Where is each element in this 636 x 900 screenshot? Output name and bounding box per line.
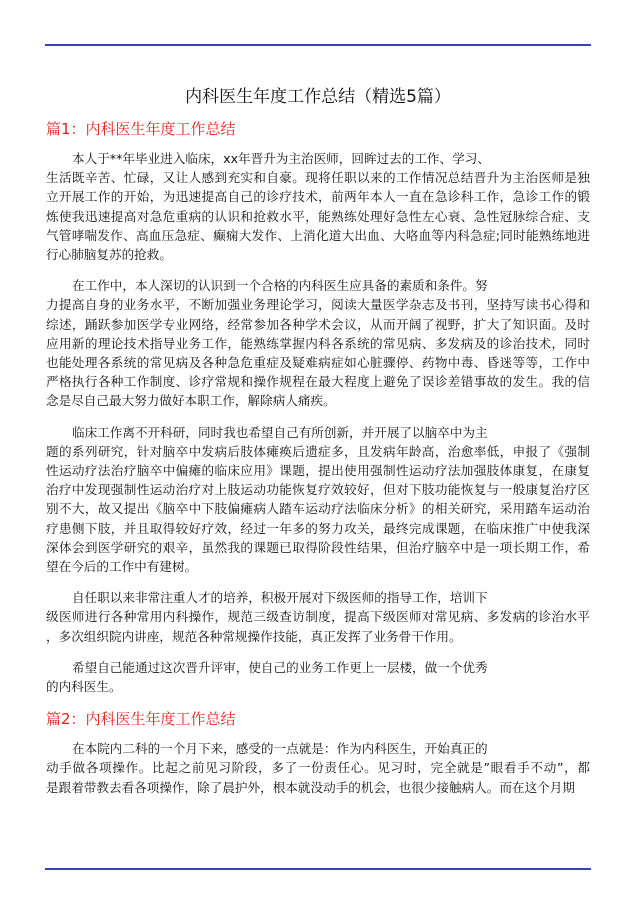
paragraph-line: 力提高自身的业务水平，不断加强业务理论学习，阅读大量医学杂志及书刊，坚持写读书心得和	[46, 297, 590, 313]
paragraph-line: 综述，踊跃参加医学专业网络，经常参加各种学术会议，从而开阔了视野，扩大了知识面。及时	[46, 316, 590, 332]
paragraph	[46, 149, 590, 264]
paragraph-line: 念是尽自己最大努力做好本职工作，解除病人痛疾。	[46, 393, 336, 409]
paragraph-line: 希望自己能通过这次晋升评审，使自己的业务工作更上一层楼，做一个优秀	[72, 659, 488, 675]
paragraph-line: 在本院内二科的一个月下来，感受的一点就是：作为内科医生，开始真正的	[72, 741, 488, 757]
paragraph-line: 也能处理各系统的常见病及各种急危重症及疑难病症如心脏骤停、药物中毒、昏迷等等，工作中	[46, 355, 590, 371]
paragraph-line: 本人于**年毕业进入临床，xx年晋升为主治医师，回眸过去的工作、学习、	[72, 151, 490, 166]
paragraph	[46, 658, 590, 696]
paragraph-line: 级医师进行各种常用内科操作，规范三级查访制度，提高下级医师对常见病、多发病的诊治水平	[46, 609, 590, 625]
paragraph-line: 治疗中发现强制性运动治疗对上肢运动功能恢复疗效较好，但对下肢功能恢复与一般康复治疗区	[46, 482, 590, 498]
paragraph-line: 应用新的理论技术指导业务工作，能熟练掌握内科各系统的常见病、多发病及的诊治技术，同时	[46, 335, 590, 351]
paragraph-line: 炼使我迅速提高对急危重病的认识和抢救水平，能熟练处理好急性左心衰、急性冠脉综合症、支	[46, 208, 590, 224]
section-heading: 篇1：内科医生年度工作总结	[46, 120, 236, 138]
footer-rule	[45, 868, 591, 870]
header-rule	[45, 44, 591, 46]
paragraph-line: 望在今后的工作中有建树。	[46, 559, 198, 575]
document-body	[46, 84, 590, 809]
paragraph-line: 气管哮喘发作、高血压急症、癫痫大发作、上消化道大出血、大咯血等内科急症;同时能熟练地进	[46, 227, 590, 243]
document-title: 内科医生年度工作总结（精选5篇）	[185, 87, 451, 107]
paragraph-line: 临床工作离不开科研，同时我也希望自己有所创新，并开展了以脑卒中为主	[72, 424, 488, 440]
paragraph-line: 别不大，故又提出《脑卒中下肢偏瘫病人踏车运动疗法临床分析》的相关研究，采用踏车运动治	[46, 501, 590, 517]
paragraph-line: 是跟着带教去看各项操作，除了晨护外，根本就没动手的机会，也很少接触病人。而在这个月期	[46, 779, 575, 795]
paragraph-line: 在工作中，本人深切的认识到一个合格的内科医生应具备的素质和条件。努	[72, 278, 488, 294]
paragraph	[46, 588, 590, 646]
paragraph-line: 立开展工作的开始，为迅速提高自己的诊疗技术，前两年本人一直在急诊科工作，急诊工作的锻	[46, 189, 590, 205]
paragraph	[46, 423, 590, 577]
paragraph	[46, 739, 590, 797]
paragraph-line: ，多次组织院内讲座，规范各种常规操作技能，真正发挥了业务骨干作用。	[46, 628, 462, 644]
paragraph	[46, 276, 590, 410]
paragraph-line: 深体会到医学研究的艰辛，虽然我的课题已取得阶段性结果，但治疗脑卒中是一项长期工作，希	[46, 539, 590, 555]
paragraph-line: 题的系列研究，针对脑卒中发病后肢体瘫痪后遗症多，且发病年龄高，治愈率低，申报了《强制	[46, 443, 590, 459]
paragraph-line: 的内科医生。	[46, 679, 122, 695]
section-heading: 篇2：内科医生年度工作总结	[46, 710, 236, 729]
paragraph-line: 疗患侧下肢，并且取得较好疗效，经过一年多的努力攻关，最终完成课题，在临床推广中使我深	[46, 520, 590, 536]
paragraph-line: 行心肺脑复苏的抢救。	[46, 247, 172, 263]
paragraph-line: 动手做各项操作。比起之前见习阶段，多了一份责任心。见习时，完全就是”眼看手不动”，都	[46, 760, 590, 776]
paragraph-line: 严格执行各种工作制度、诊疗常规和操作规程在最大程度上避免了误诊差错事故的发生。我的信	[46, 374, 590, 390]
paragraph-line: 自任职以来非常注重人才的培养，积极开展对下级医师的指导工作，培训下	[72, 590, 488, 606]
paragraph-line: 生活既辛苦、忙碌，又让人感到充实和自豪。现将任职以来的工作情况总结晋升为主治医师是独	[46, 170, 590, 186]
paragraph-line: 性运动疗法治疗脑卒中偏瘫的临床应用》课题，提出使用强制性运动疗法加强肢体康复，在康复	[46, 463, 590, 479]
